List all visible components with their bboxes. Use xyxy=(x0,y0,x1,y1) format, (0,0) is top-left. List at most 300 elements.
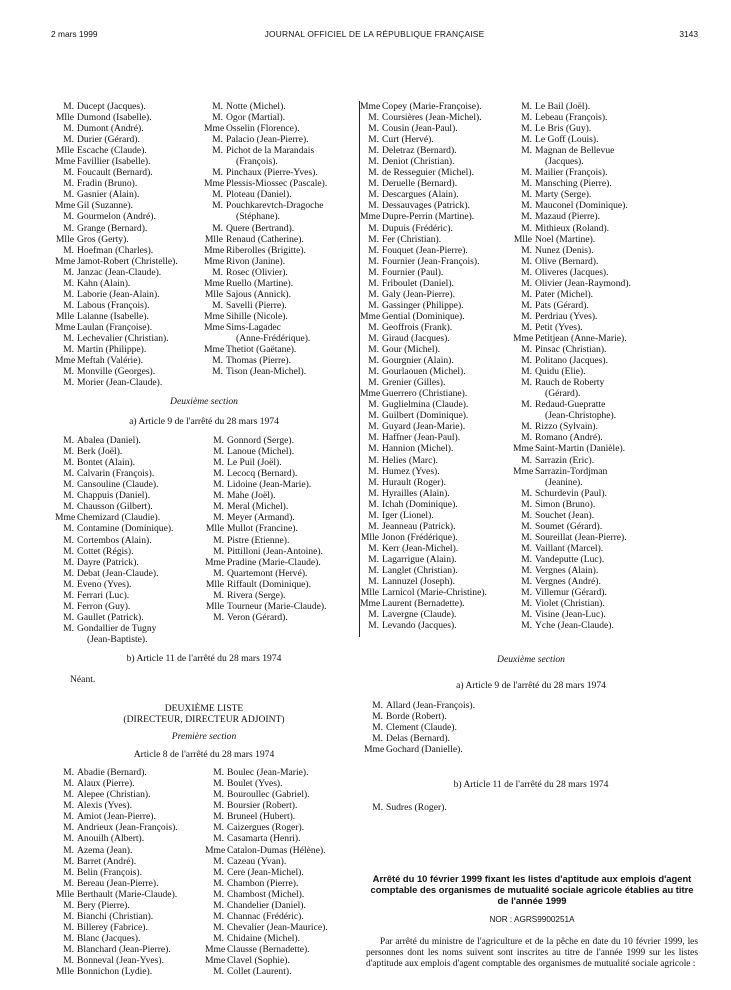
civility-title: Mlle xyxy=(55,145,74,157)
name-entry xyxy=(513,123,693,134)
article-b-heading: b) Article 11 de l'arrêté du 28 mars 1974 xyxy=(453,779,609,791)
civility-title: M. xyxy=(213,490,224,502)
name-entry xyxy=(513,223,693,234)
name-entry xyxy=(513,189,693,200)
civility-title: M. xyxy=(63,534,74,546)
name-entry xyxy=(55,178,205,189)
civility-title: M. xyxy=(212,222,223,234)
person-name: Veron (Gérard). xyxy=(227,611,288,623)
name-entry xyxy=(513,443,693,454)
civility-title: M. xyxy=(63,622,74,634)
person-name: Rauch de Roberty xyxy=(535,377,605,389)
article-b-heading: b) Article 11 de l'arrêté du 28 mars 1974 xyxy=(126,653,282,664)
person-name: Lannuzel (Joseph). xyxy=(382,576,455,588)
name-entry xyxy=(55,789,205,800)
name-entry xyxy=(204,112,354,123)
person-name: Le Bail (Joël). xyxy=(535,101,591,112)
name-entry xyxy=(205,833,353,844)
name-entry xyxy=(205,435,353,446)
civility-title: M. xyxy=(521,399,532,411)
name-entry xyxy=(55,112,205,123)
civility-title xyxy=(204,211,226,222)
civility-title: M. xyxy=(63,567,74,579)
civility-title: M. xyxy=(212,112,223,124)
name-entry xyxy=(205,966,353,977)
person-name: Thetiot (Gaëtane). xyxy=(226,344,297,356)
civility-title: M. xyxy=(521,421,532,433)
civility-title: M. xyxy=(212,134,223,146)
article-heading: a) Article 9 de l'arrêté du 28 mars 1974 xyxy=(129,416,279,428)
name-entry xyxy=(205,535,353,546)
person-name: Anouilh (Albert). xyxy=(77,833,145,845)
person-name: Gondallier de Tugny xyxy=(77,622,157,634)
person-name: Descargues (Alain). xyxy=(382,189,459,201)
person-name: Copey (Marie-Françoise). xyxy=(382,101,482,112)
name-entry xyxy=(360,377,512,388)
name-entry xyxy=(513,300,693,311)
name-entry xyxy=(513,200,693,211)
person-name: Helies (Marc). xyxy=(382,454,438,466)
person-name: Clausse (Bernadette). xyxy=(227,943,310,955)
civility-title: M. xyxy=(521,134,532,146)
civility-title: Mme xyxy=(360,388,381,400)
person-name: Abalea (Daniel). xyxy=(77,435,141,447)
person-name: Kerr (Jean-Michel). xyxy=(382,542,459,554)
right-deuxieme-section xyxy=(364,654,698,813)
name-entry xyxy=(55,333,205,344)
person-name: Visine (Jean-Luc). xyxy=(535,609,606,621)
name-entry xyxy=(55,612,205,623)
civility-title: M. xyxy=(521,377,532,389)
person-name: Mithieux (Roland). xyxy=(535,222,610,234)
person-name: Lagarrigue (Alain). xyxy=(382,553,457,565)
person-name: Violet (Christian). xyxy=(535,598,605,610)
civility-title: M. xyxy=(368,134,379,146)
name-entry xyxy=(513,377,693,388)
civility-title: M. xyxy=(213,567,224,579)
civility-title: M. xyxy=(368,609,379,621)
name-entry xyxy=(55,200,205,211)
person-name: Azema (Jean). xyxy=(77,844,133,856)
person-name: Abadie (Bernard). xyxy=(77,767,147,779)
name-entry xyxy=(55,889,205,900)
person-name: Humez (Yves). xyxy=(382,465,440,477)
person-name: Lebeau (François). xyxy=(535,112,608,124)
name-entry xyxy=(204,256,354,267)
name-entry xyxy=(205,512,353,523)
person-name: Chappuis (Daniel). xyxy=(77,490,151,502)
person-name: Mullot (Francine). xyxy=(227,523,298,535)
person-name: Grenier (Gilles). xyxy=(382,377,446,389)
name-entry xyxy=(360,620,512,631)
civility-title: Mme xyxy=(364,744,385,756)
name-entry xyxy=(205,922,353,933)
civility-title: M. xyxy=(63,178,74,190)
person-name: Clavel (Sophie). xyxy=(227,954,290,966)
person-name: Vergnes (Alain). xyxy=(535,564,599,576)
civility-title: M. xyxy=(213,501,224,513)
civility-title: M. xyxy=(63,266,74,278)
name-entry xyxy=(205,944,353,955)
civility-title: Mlle xyxy=(55,966,74,978)
person-name: Deletraz (Bernard). xyxy=(382,145,457,157)
name-entry xyxy=(513,134,693,145)
name-entry xyxy=(204,289,354,300)
person-name: Sarrazin-Tordjman xyxy=(535,465,608,477)
civility-title: Mlle xyxy=(360,531,379,543)
name-entry xyxy=(205,900,353,911)
name-entry xyxy=(204,311,354,322)
name-entry xyxy=(360,123,512,134)
name-entry xyxy=(55,211,205,222)
name-entry xyxy=(55,512,205,523)
name-entry xyxy=(205,822,353,833)
name-entry xyxy=(55,490,205,501)
person-name: Tourneur (Marie-Claude). xyxy=(227,600,327,612)
civility-title: M. xyxy=(368,542,379,554)
civility-title: Mme xyxy=(205,844,226,856)
name-entry xyxy=(513,366,693,377)
name-entry xyxy=(55,344,205,355)
name-entry xyxy=(205,468,353,479)
person-name: Labous (François). xyxy=(77,299,150,311)
person-name: Foucault (Bernard). xyxy=(77,167,153,179)
civility-title: Mme xyxy=(204,310,225,322)
name-entry xyxy=(205,889,353,900)
person-name: Chandelier (Daniel). xyxy=(227,899,306,911)
civility-title: M. xyxy=(368,222,379,234)
civility-title: Mlle xyxy=(55,888,74,900)
name-entry xyxy=(360,432,512,443)
person-name: Fer (Christian). xyxy=(382,233,442,245)
name-entry xyxy=(204,123,354,134)
civility-title: Mme xyxy=(55,512,76,524)
person-name: Ferrari (Luc). xyxy=(77,589,130,601)
name-entry xyxy=(513,289,693,300)
name-entry xyxy=(513,311,693,322)
civility-title: M. xyxy=(521,123,532,135)
person-name: Calvarin (François). xyxy=(77,468,155,480)
name-entry xyxy=(360,245,512,256)
person-name: Favillier (Isabelle). xyxy=(77,156,151,168)
person-name: Gourgnier (Alain). xyxy=(382,355,454,367)
name-entry xyxy=(513,609,693,620)
person-name: Le Bris (Guy). xyxy=(535,123,592,135)
person-name: Berthault (Marie-Claude). xyxy=(77,888,178,900)
person-name: Amiot (Jean-Pierre). xyxy=(77,811,156,823)
name-entry xyxy=(55,601,205,612)
civility-title xyxy=(55,634,77,645)
name-entry xyxy=(55,300,205,311)
name-entry xyxy=(513,156,693,167)
person-name: Gros (Gerty). xyxy=(77,233,129,245)
person-name: Marty (Serge). xyxy=(535,189,592,201)
civility-title: Mlle xyxy=(204,288,223,300)
civility-title: M. xyxy=(63,377,74,389)
person-name: Gour (Michel). xyxy=(382,344,441,356)
civility-title: M. xyxy=(63,134,74,146)
name-entry xyxy=(55,546,205,557)
name-entry xyxy=(360,300,512,311)
civility-title xyxy=(513,156,535,167)
person-name: Thomas (Pierre). xyxy=(226,355,292,367)
person-name: Chevalier (Jean-Maurice). xyxy=(227,921,328,933)
civility-title: M. xyxy=(521,520,532,532)
name-entry xyxy=(360,443,512,454)
person-name: Hannion (Michel). xyxy=(382,443,454,455)
civility-title: M. xyxy=(63,457,74,469)
name-entry xyxy=(55,833,205,844)
civility-title: M. xyxy=(521,432,532,444)
civility-title: M. xyxy=(521,200,532,212)
section-heading: Deuxième section xyxy=(170,396,238,407)
civility-title: Mme xyxy=(205,556,226,568)
person-name: Berk (Joël). xyxy=(77,446,123,458)
name-entry xyxy=(55,767,205,778)
person-name: Jeanneau (Patrick). xyxy=(382,520,456,532)
person-name: Guyard (Jean-Marie). xyxy=(382,421,466,433)
person-name: Gential (Dominique). xyxy=(382,310,465,322)
name-entry xyxy=(55,256,205,267)
person-name: Pistre (Etienne). xyxy=(227,534,290,546)
civility-title: M. xyxy=(63,910,74,922)
civility-title: M. xyxy=(521,321,532,333)
person-name: Riffault (Dominique). xyxy=(227,578,312,590)
section-heading: Deuxième section xyxy=(497,654,565,665)
person-name: (François). xyxy=(236,156,278,168)
civility-title: M. xyxy=(368,167,379,179)
name-entry xyxy=(360,554,512,565)
name-entry xyxy=(205,856,353,867)
person-name: Sajous (Annick). xyxy=(226,288,292,300)
civility-title: M. xyxy=(213,899,224,911)
name-entry xyxy=(364,744,698,755)
person-name: Gonnord (Serge). xyxy=(227,435,294,447)
deuxieme-liste xyxy=(55,703,353,977)
civility-title: M. xyxy=(63,277,74,289)
civility-title: Mlle xyxy=(205,523,224,535)
name-entry xyxy=(513,355,693,366)
name-entry xyxy=(55,778,205,789)
civility-title: Mme xyxy=(204,277,225,289)
name-entry xyxy=(205,557,353,568)
civility-title: Mme xyxy=(55,355,76,367)
name-entry xyxy=(204,278,354,289)
civility-title: M. xyxy=(63,811,74,823)
person-name: Quere (Bertrand). xyxy=(226,222,295,234)
person-name: Gasnier (Alain). xyxy=(77,189,140,201)
person-name: Friboulet (Daniel). xyxy=(382,277,454,289)
name-entry xyxy=(513,145,693,156)
person-name: (Gérard). xyxy=(545,388,581,400)
name-entry xyxy=(204,267,354,278)
names-column-1 xyxy=(55,101,205,388)
name-entry xyxy=(55,845,205,856)
name-entry xyxy=(205,778,353,789)
name-entry xyxy=(55,623,205,634)
name-entry xyxy=(55,911,205,922)
names-subcolumn-b xyxy=(205,767,353,977)
name-entry xyxy=(513,267,693,278)
person-name: Bonneval (Jean-Yves). xyxy=(77,954,164,966)
person-name: Cere (Jean-Michel). xyxy=(227,866,304,878)
civility-title: M. xyxy=(63,167,74,179)
civility-title xyxy=(513,477,535,488)
person-name: Rizzo (Sylvain). xyxy=(535,421,598,433)
civility-title: M. xyxy=(63,222,74,234)
civility-title: Mme xyxy=(205,943,226,955)
person-name: Boulet (Yves). xyxy=(227,778,283,790)
civility-title: M. xyxy=(213,866,224,878)
civility-title: M. xyxy=(213,479,224,491)
name-entry xyxy=(204,178,354,189)
liste-article: Article 8 de l'arrêté du 28 mars 1974 xyxy=(133,749,275,761)
person-name: Catalon-Dumas (Hélène). xyxy=(227,844,326,856)
civility-title: M. xyxy=(368,233,379,245)
name-entry xyxy=(360,200,512,211)
name-entry xyxy=(360,145,512,156)
name-entry xyxy=(55,590,205,601)
name-entry xyxy=(55,568,205,579)
person-name: Sims-Lagadec xyxy=(226,321,281,333)
person-name: Caizergues (Roger). xyxy=(227,822,305,834)
person-name: Ploteau (Daniel). xyxy=(226,189,292,201)
name-entry xyxy=(513,576,693,587)
civility-title: M. xyxy=(521,454,532,466)
civility-title: M. xyxy=(63,446,74,458)
name-entry xyxy=(360,355,512,366)
civility-title: M. xyxy=(212,200,223,212)
civility-title: M. xyxy=(368,112,379,124)
person-name: Fouquet (Jean-Pierre). xyxy=(382,244,468,256)
civility-title: M. xyxy=(63,332,74,344)
civility-title: M. xyxy=(213,589,224,601)
civility-title: M. xyxy=(63,833,74,845)
civility-title: M. xyxy=(368,156,379,168)
person-name: Le Puil (Joël). xyxy=(227,457,282,469)
name-entry xyxy=(205,546,353,557)
person-name: Alepee (Christian). xyxy=(77,789,151,801)
name-entry xyxy=(205,933,353,944)
person-name: Renaud (Catherine). xyxy=(226,233,304,245)
civility-title: M. xyxy=(521,101,532,112)
name-entry xyxy=(55,446,205,457)
person-name: Ferron (Guy). xyxy=(77,600,131,612)
person-name: Riberolles (Brigitte). xyxy=(226,244,306,256)
name-entry xyxy=(513,112,693,123)
person-name: Laborie (Jean-Alain). xyxy=(77,288,160,300)
civility-title: M. xyxy=(521,244,532,256)
person-name: Deruelle (Bernard). xyxy=(382,178,458,190)
civility-title: M. xyxy=(213,534,224,546)
person-name: Jamot-Robert (Christelle). xyxy=(77,255,178,267)
name-entry xyxy=(360,609,512,620)
person-name: Vergnes (André). xyxy=(535,576,601,588)
arrete-title: Arrêté du 10 février 1999 fixant les listes d'aptitude aux emplois d'agent comptable des organismes de mutualité sociale agricole établies au titre de l'année 1999 xyxy=(370,873,694,906)
civility-title: M. xyxy=(213,910,224,922)
name-entry xyxy=(204,245,354,256)
person-name: Grange (Bernard). xyxy=(77,222,148,234)
person-name: Ruello (Martine). xyxy=(226,277,294,289)
civility-title: M. xyxy=(63,299,74,311)
civility-title: M. xyxy=(521,509,532,521)
civility-title: M. xyxy=(521,576,532,588)
civility-title: Mme xyxy=(360,598,381,610)
person-name: Olivier (Jean-Raymond). xyxy=(535,277,631,289)
person-name: Sihille (Nicole). xyxy=(226,310,288,322)
name-entry xyxy=(204,223,354,234)
name-entry xyxy=(55,457,205,468)
civility-title: M. xyxy=(368,576,379,588)
civility-title: M. xyxy=(368,255,379,267)
person-name: Bery (Pierre). xyxy=(77,899,130,911)
name-entry xyxy=(55,156,205,167)
civility-title: M. xyxy=(368,620,379,632)
civility-title: M. xyxy=(368,123,379,135)
name-entry xyxy=(55,933,205,944)
person-name: Alexis (Yves). xyxy=(77,800,132,812)
name-entry xyxy=(55,867,205,878)
civility-title: M. xyxy=(63,778,74,790)
name-entry xyxy=(513,211,693,222)
name-entry xyxy=(360,234,512,245)
civility-title: M. xyxy=(213,811,224,823)
name-entry xyxy=(204,134,354,145)
person-name: Barret (André). xyxy=(77,855,137,867)
name-entry xyxy=(205,845,353,856)
name-entry xyxy=(205,579,353,590)
name-entry xyxy=(360,178,512,189)
liste-subtitle: (DIRECTEUR, DIRECTEUR ADJOINT) xyxy=(123,714,285,726)
person-name: Lidoine (Jean-Marie). xyxy=(227,479,312,491)
civility-title: Mme xyxy=(204,344,225,356)
person-name: Bonnichon (Lydie). xyxy=(77,966,153,978)
person-name: Laulan (Françoise). xyxy=(77,321,153,333)
name-entry xyxy=(55,134,205,145)
person-name: Quartemont (Hervé). xyxy=(227,567,308,579)
person-name: Meyer (Armand). xyxy=(227,512,295,524)
civility-title: Mlle xyxy=(55,233,74,245)
civility-title: M. xyxy=(368,520,379,532)
name-entry xyxy=(360,267,512,278)
person-name: Sudres (Roger). xyxy=(386,802,447,814)
civility-title: M. xyxy=(63,490,74,502)
civility-title: M. xyxy=(212,189,223,201)
civility-title: Mme xyxy=(55,255,76,267)
person-name: Soumet (Gérard). xyxy=(535,520,603,532)
civility-title: M. xyxy=(212,366,223,378)
person-name: Monville (Georges). xyxy=(77,366,156,378)
name-entry xyxy=(55,267,205,278)
name-entry xyxy=(513,510,693,521)
name-entry xyxy=(204,344,354,355)
name-entry xyxy=(513,399,693,410)
civility-title: M. xyxy=(521,564,532,576)
civility-title: M. xyxy=(213,833,224,845)
name-entry xyxy=(55,189,205,200)
person-name: Magnan de Bellevue xyxy=(535,145,615,157)
civility-title: M. xyxy=(521,211,532,223)
person-name: Simon (Bruno). xyxy=(535,498,596,510)
civility-title: M. xyxy=(368,465,379,477)
person-name: Lavergne (Claude). xyxy=(382,609,457,621)
civility-title: M. xyxy=(213,512,224,524)
person-name: Mazaud (Pierre). xyxy=(535,211,600,223)
civility-title: M. xyxy=(521,255,532,267)
name-entry xyxy=(360,421,512,432)
person-name: Tison (Jean-Michel). xyxy=(226,366,307,378)
civility-title: M. xyxy=(63,101,74,112)
